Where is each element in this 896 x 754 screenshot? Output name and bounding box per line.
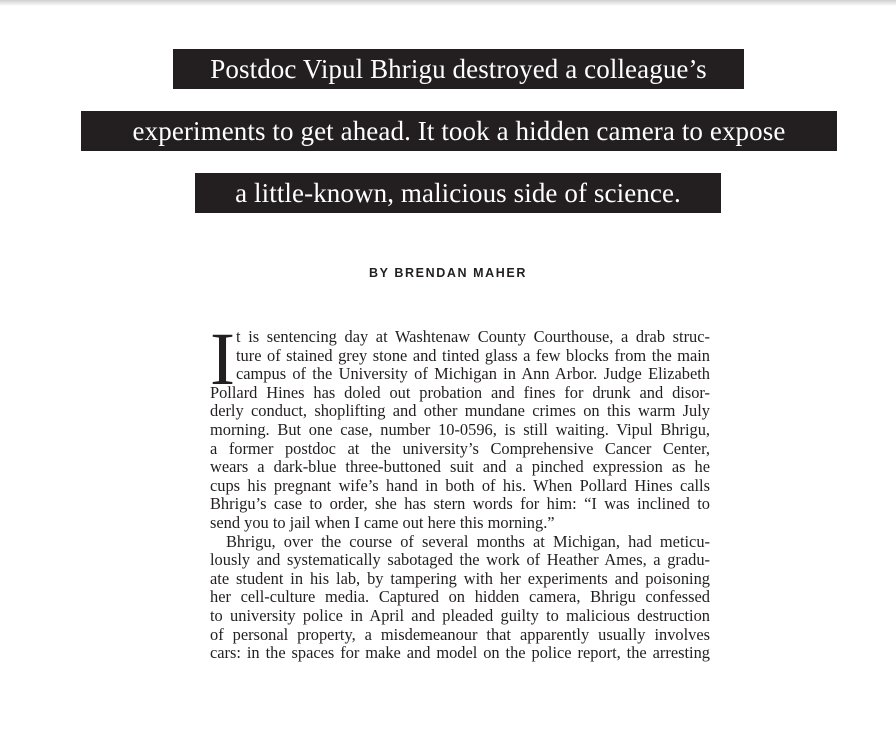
headline-line-2: experiments to get ahead. It took a hidden camera to expose (81, 111, 837, 151)
body-line: her cell-culture media. Captured on hidden camera, Bhrigu confessed (210, 587, 710, 607)
body-line: wears a dark-blue three-buttoned suit and a pinched expression as he (210, 457, 710, 477)
body-line: a former postdoc at the university’s Comprehensive Cancer Center, (210, 438, 710, 458)
body-line: t is sentencing day at Washtenaw County Courthouse, a drab struc- (236, 327, 710, 346)
headline-line-3: a little-known, malicious side of science. (195, 173, 721, 213)
body-line: campus of the University of Michigan in Ann Arbor. Judge Elizabeth (236, 364, 710, 384)
body-line: Bhrigu’s case to order, she has stern words for him: “I was inclined to (210, 494, 710, 514)
body-line: lously and systematically sabotaged the work of Heather Ames, a gradu- (210, 550, 710, 570)
drop-cap: I (210, 318, 235, 401)
body-line: cups his pregnant wife’s hand in both of his. When Pollard Hines calls (210, 475, 710, 495)
body-line: cars: in the spaces for make and model on the police report, the arresting (210, 643, 710, 663)
byline: BY BRENDAN MAHER (368, 266, 527, 280)
body-line: Pollard Hines has doled out probation and fines for drunk and disor- (210, 382, 710, 402)
body-line: ture of stained grey stone and tinted glass a few blocks from the main (236, 345, 710, 365)
headline-line-1: Postdoc Vipul Bhrigu destroyed a colleague’s (173, 49, 744, 89)
body-line: to university police in April and pleaded guilty to malicious destruction (210, 605, 710, 625)
body-line: send you to jail when I came out here this morning.” (210, 512, 555, 532)
body-line: morning. But one case, number 10-0596, is still waiting. Vipul Bhrigu, (210, 419, 710, 439)
top-page-rule (0, 0, 896, 6)
body-line: ate student in his lab, by tampering with her experiments and poisoning (210, 568, 710, 588)
article-body (210, 318, 710, 663)
body-line: derly conduct, shoplifting and other mundane crimes on this warm July (210, 401, 710, 421)
body-line: of personal property, a misdemeanour that apparently usually involves (210, 624, 710, 644)
body-line: Bhrigu, over the course of several months at Michigan, had meticu- (226, 531, 710, 551)
